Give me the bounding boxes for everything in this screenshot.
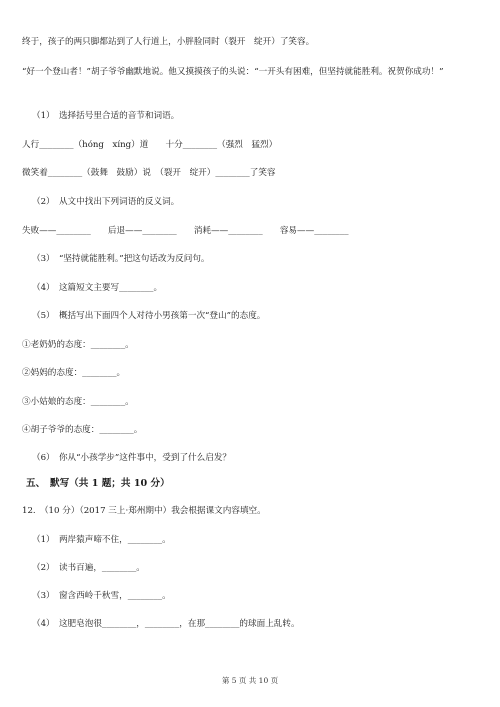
question-2: （2） 从文中找出下列词语的反义词。 xyxy=(32,197,180,207)
question-5: （5） 概括写出下面四个人对待小男孩第一次“登山”的态度。 xyxy=(32,311,266,321)
question-5-line-c: ③小姑娘的态度：________。 xyxy=(22,397,134,407)
question-12-item-3: （3） 窗含西岭千秋雪，________。 xyxy=(32,591,171,601)
section-5-heading: 五、 默写（共 1 题；共 10 分） xyxy=(26,478,170,489)
question-12-item-4: （4） 这肥皂泡很________，________，在那________的球面上乱转。 xyxy=(32,619,300,629)
question-5-line-b: ②妈妈的态度：________。 xyxy=(22,368,126,378)
question-1-line-a: 人行________（hóng xíng）道 十分________（强烈 猛烈） xyxy=(22,140,278,150)
passage-line-2: “好一个登山者！”胡子爷爷幽默地说。他又摸摸孩子的头说：“一开头有困难，但坚持就能胜利。祝贺你成功！” xyxy=(22,67,444,77)
question-1: （1） 选择括号里合适的音节和词语。 xyxy=(32,111,180,121)
question-6: （6） 你从“小孩学步”这件事中，受到了什么启发？ xyxy=(32,453,232,463)
page-footer: 第 5 页 共 10 页 xyxy=(221,676,279,685)
question-12: 12. （10 分）（2017 三上·郑州期中）我会根据课文内容填空。 xyxy=(22,506,266,516)
question-1-line-b: 微笑着________（鼓舞 鼓励）说 （裂开 绽开）________了笑容 xyxy=(22,168,276,178)
question-4: （4） 这篇短文主要写________。 xyxy=(32,283,163,293)
question-12-item-1: （1） 两岸猿声啼不住，________。 xyxy=(32,535,171,545)
question-12-item-2: （2） 读书百遍，________。 xyxy=(32,563,145,573)
passage-line-1: 终于，孩子的两只脚都站到了人行道上，小胖脸同时（裂开 绽开）了笑容。 xyxy=(22,37,315,47)
question-5-line-d: ④胡子爷爷的态度：________。 xyxy=(22,425,143,435)
question-2-line-a: 失败——________ 后退——________ 消耗——________ 容易——________ xyxy=(22,226,349,236)
question-5-line-a: ①老奶奶的态度：________。 xyxy=(22,340,134,350)
question-3: （3） “坚持就能胜利。”把这句话改为反问句。 xyxy=(32,254,210,264)
